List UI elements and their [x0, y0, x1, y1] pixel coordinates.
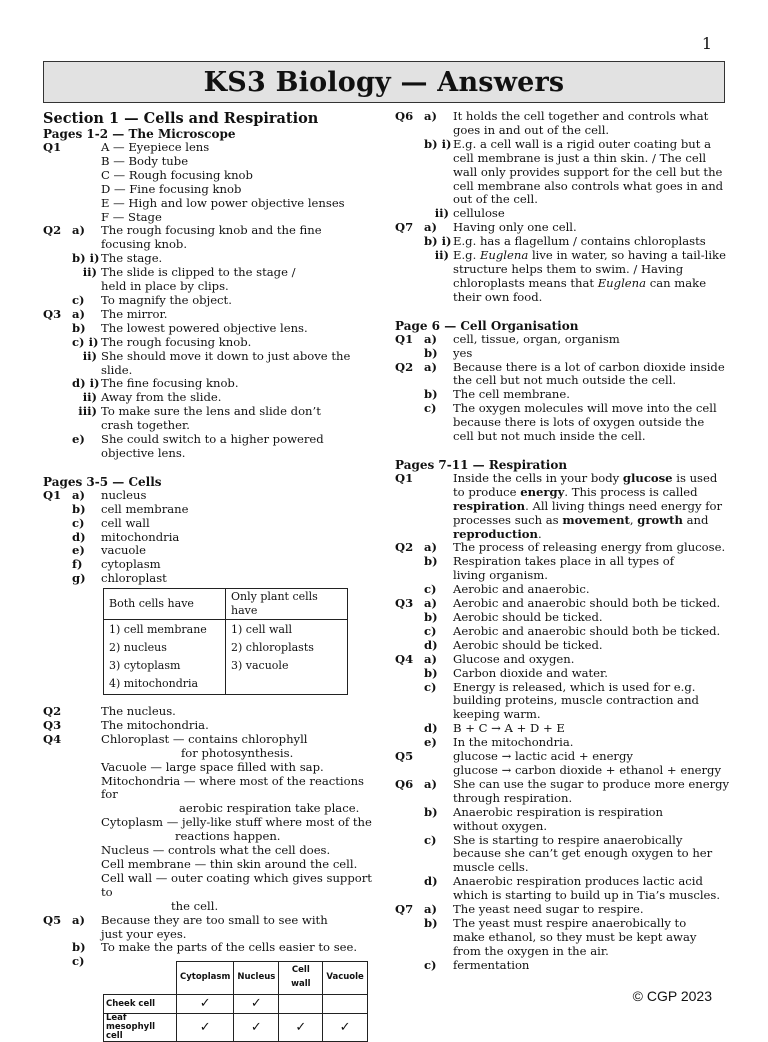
part-label: b) i): [424, 136, 452, 151]
tick-cell: ✓: [177, 1014, 234, 1042]
q-number: Q6: [395, 109, 414, 123]
answer-text: The slide is clipped to the stage / held in place by clips.: [101, 265, 296, 294]
answer-text: mitochondria: [101, 529, 180, 544]
microscope-heading: Pages 1-2 — The Microscope: [43, 127, 236, 141]
answer-text: Aerobic and anaerobic should both be ticked.: [453, 623, 721, 638]
table-header: Nucleus: [234, 962, 279, 995]
list-item: 2) nucleus: [109, 641, 167, 654]
answer-text: To magnify the object.: [101, 292, 232, 307]
answer-text: The fine focusing knob.: [101, 376, 239, 391]
answer-text: [453, 249, 730, 305]
q-number: Q4: [395, 651, 414, 666]
answer-text: and: [682, 512, 709, 527]
row-label: Leaf mesophyll cell: [104, 1014, 177, 1042]
table-cell: [226, 620, 348, 695]
answer-q3c: [395, 625, 730, 639]
keyword: growth: [637, 512, 683, 527]
part-label: c): [72, 515, 85, 530]
answer-text: Inside the cells in your body: [453, 470, 623, 485]
part-label: a): [424, 540, 437, 555]
answer-text: The nucleus.: [101, 704, 176, 718]
answer-text: E.g.: [453, 248, 480, 263]
answer-text: [453, 472, 730, 542]
table-header: Both cells have: [104, 589, 226, 620]
answer-text: The cell membrane.: [453, 387, 570, 402]
part-label: b) i): [424, 234, 452, 249]
answer-text: The rough focusing knob and the fine focusing knob.: [101, 223, 322, 252]
part-label: a): [72, 912, 85, 927]
answer-q1: [395, 472, 730, 542]
part-label: ii): [82, 390, 97, 405]
answer-text: cellulose: [453, 206, 505, 221]
part-label: c): [424, 832, 437, 847]
title-banner: [43, 61, 725, 103]
q-number: Q5: [43, 912, 62, 927]
answer-q3b: [43, 322, 373, 336]
answer-line: the cell.: [171, 898, 219, 913]
answer-q6d: [395, 875, 730, 903]
part-label: a): [424, 651, 437, 666]
answer-q2c: [395, 402, 730, 444]
part-label: ii): [434, 248, 449, 263]
answer-text: The rough focusing knob.: [101, 334, 252, 349]
keyword: respiration: [453, 498, 526, 513]
answer-text: The lowest powered objective lens.: [101, 320, 308, 335]
answer-q2a: [395, 361, 730, 389]
answer-q3b: [395, 611, 730, 625]
answer-line: D — Fine focusing knob: [101, 181, 242, 196]
part-label: b): [424, 804, 438, 819]
answer-text: yes: [453, 345, 473, 360]
answer-text: Energy is released, which is used for e.g. building proteins, muscle contraction and keeping warm.: [453, 679, 699, 722]
answer-line: F — Stage: [101, 209, 162, 224]
q-number: Q1: [395, 331, 414, 346]
q-number: Q3: [43, 306, 62, 321]
answer-q1c: [43, 517, 373, 531]
answer-text: Aerobic and anaerobic.: [453, 582, 590, 597]
answer-text: Anaerobic respiration is respiration without oxygen.: [453, 804, 663, 833]
tick-cell: ✓: [177, 995, 234, 1014]
answer-line: B — Body tube: [101, 153, 189, 168]
answer-q6a: [395, 778, 730, 806]
answer-q6bii: [395, 207, 730, 221]
answer-q2a: [395, 541, 730, 555]
answer-q2: [43, 705, 373, 719]
answer-text: cell wall: [101, 515, 150, 530]
answer-q2b: [395, 555, 730, 583]
q-number: Q5: [395, 749, 414, 764]
answer-q6c: [395, 834, 730, 876]
answer-q4d: [395, 722, 730, 736]
answer-text: fermentation: [453, 957, 530, 972]
answer-text: She could switch to a higher powered objective lens.: [101, 432, 324, 460]
list-item: 2) chloroplasts: [231, 641, 314, 654]
answer-q7bi: [395, 235, 730, 249]
part-label: e): [72, 543, 85, 558]
cells-heading: Pages 3-5 — Cells: [43, 474, 162, 489]
part-label: b): [72, 940, 86, 955]
q-number: Q2: [395, 540, 414, 555]
answer-q3cii: [43, 350, 373, 378]
part-label: d): [424, 721, 438, 736]
part-label: c): [72, 954, 85, 969]
answer-text: To make sure the lens and slide don’t crash together.: [101, 404, 321, 433]
q-number: Q1: [43, 487, 62, 502]
answer-text: In the mitochondria.: [453, 735, 574, 750]
answer-text: cytoplasm: [101, 557, 161, 572]
answer-line: aerobic respiration take place.: [179, 801, 360, 816]
part-label: d): [424, 637, 438, 652]
answer-q7a: [395, 221, 730, 235]
answer-line: Mitochondria — where most of the reactions for: [101, 773, 364, 802]
answer-q1a: [395, 333, 730, 347]
keyword: glucose: [622, 470, 673, 485]
answer-q2b: [395, 388, 730, 402]
part-label: ii): [82, 348, 97, 363]
answer-line: E — High and low power objective lenses: [101, 195, 345, 210]
part-label: c): [424, 957, 437, 972]
answer-text: ,: [629, 512, 638, 527]
answer-q2a: [43, 224, 373, 252]
answer-q3d: [395, 639, 730, 653]
part-label: d): [72, 529, 86, 544]
left-column: [43, 110, 373, 1042]
answer-text: Carbon dioxide and water.: [453, 665, 608, 680]
answer-q1f: [43, 558, 373, 572]
answer-q3: [43, 719, 373, 733]
answer-text: Aerobic should be ticked.: [453, 610, 603, 624]
cell-features-tick-table: [103, 961, 368, 1042]
answer-q3a: [43, 308, 373, 322]
answer-q6b: [395, 806, 730, 834]
answer-line: Cell wall — outer coating which gives support to: [101, 870, 372, 899]
table-cell: [104, 620, 226, 695]
answer-line: A — Eyepiece lens: [101, 140, 210, 154]
answer-q1g: [43, 572, 373, 586]
q4-answers: [101, 733, 373, 914]
answer-q6bi: [395, 138, 730, 208]
table-header: Cytoplasm: [177, 962, 234, 995]
list-item: 1) cell wall: [231, 623, 292, 636]
answer-q5c: [43, 955, 373, 969]
answer-line: for photosynthesis.: [181, 745, 294, 760]
answer-q1b: [395, 347, 730, 361]
q-number: Q7: [395, 902, 414, 917]
keyword: movement: [562, 512, 630, 527]
answer-q3di: [43, 377, 373, 391]
answer-q4: [43, 733, 373, 914]
part-label: b): [72, 320, 86, 335]
answer-text: The mirror.: [101, 306, 168, 321]
answer-text: B + C → A + D + E: [453, 721, 565, 736]
part-label: iii): [78, 404, 97, 419]
answer-q2bii: [43, 266, 373, 294]
answer-q4a: [395, 653, 730, 667]
answer-text: Respiration takes place in all types of living organism.: [453, 554, 675, 583]
word-equation: glucose → carbon dioxide + ethanol + energy: [453, 762, 722, 777]
answer-text: She should move it down to just above the slide.: [101, 348, 351, 377]
answer-q3diii: [43, 405, 373, 433]
answer-q7b: [395, 917, 730, 959]
list-item: 3) cytoplasm: [109, 659, 181, 672]
answer-text: She can use the sugar to produce more energy through respiration.: [453, 776, 730, 805]
section-heading: Section 1 — Cells and Respiration: [43, 110, 319, 127]
part-label: b): [424, 554, 438, 569]
answer-q1a: [43, 489, 373, 503]
q-number: Q3: [43, 717, 62, 732]
part-label: c): [424, 679, 437, 694]
part-label: c): [424, 582, 437, 597]
q1-answers: [101, 141, 373, 224]
answer-q7c: [395, 959, 730, 973]
part-label: b): [424, 610, 438, 624]
answer-q7a: [395, 903, 730, 917]
tick-cell: ✓: [234, 995, 279, 1014]
answer-text: Because they are too small to see with just your eyes.: [101, 912, 328, 941]
part-label: ii): [82, 265, 97, 280]
answer-line: Cell membrane — thin skin around the cell.: [101, 856, 358, 871]
part-label: b): [424, 387, 438, 402]
answer-line: Cytoplasm — jelly-like stuff where most of the: [101, 815, 372, 830]
q-number: Q2: [395, 359, 414, 374]
part-label: e): [72, 432, 85, 447]
answer-q1b: [43, 503, 373, 517]
part-label: g): [72, 571, 86, 586]
answer-q5b: [43, 941, 373, 955]
answer-text: . All living things need energy for processes such as: [453, 498, 723, 527]
answer-text: E.g. a cell wall is a rigid outer coating but a cell membrane is just a thin skin. / The cell wall only provides support for the cell but the cell membrane also controls what goes in and out of the cell.: [453, 136, 724, 207]
answer-q7bii: [395, 249, 730, 305]
answer-q2c: [43, 294, 373, 308]
answer-text: is used to produce: [453, 470, 718, 499]
tick-cell: ✓: [323, 1014, 367, 1042]
part-label: ii): [434, 206, 449, 221]
part-label: a): [424, 331, 437, 346]
answer-q3a: [395, 597, 730, 611]
q-number: Q2: [43, 223, 62, 238]
answer-text: She is starting to respire anaerobically because she can’t get enough oxygen to her muscle cells.: [453, 832, 713, 875]
table-header: Only plant cells have: [226, 589, 348, 620]
part-label: c): [424, 623, 437, 638]
list-item: 4) mitochondria: [109, 677, 199, 690]
part-label: b): [424, 345, 438, 360]
part-label: c) i): [72, 334, 99, 349]
tick-cell: [323, 995, 367, 1014]
answer-text: The mitochondria.: [101, 717, 209, 732]
word-equation: glucose → lactic acid + energy: [453, 749, 633, 764]
q-number: Q6: [395, 776, 414, 791]
part-label: d): [424, 874, 438, 889]
copyright-footer: © CGP 2023: [632, 988, 712, 1004]
list-item: 1) cell membrane: [109, 623, 207, 636]
answer-text: Having only one cell.: [453, 220, 577, 235]
answer-line: C — Rough focusing knob: [101, 167, 253, 182]
part-label: a): [424, 776, 437, 791]
q5-answers: [453, 750, 730, 778]
answer-text: nucleus: [101, 487, 147, 502]
answer-q5a: [43, 914, 373, 942]
answer-q3e: [43, 433, 373, 461]
answer-q5: [395, 750, 730, 778]
answer-text: Because there is a lot of carbon dioxide inside the cell but not much outside the cell.: [453, 359, 725, 388]
answer-q6a: [395, 110, 730, 138]
answer-text: cell membrane: [101, 501, 189, 516]
part-label: b): [72, 501, 86, 516]
answer-q4c: [395, 681, 730, 723]
answer-text: The oxygen molecules will move into the cell because there is lots of oxygen outside the cell but not much inside the cell.: [453, 401, 717, 444]
page-number: 1: [701, 34, 712, 53]
species-name: Euglena: [479, 248, 529, 263]
table-header: Vacuole: [323, 962, 367, 995]
answer-line: Nucleus — controls what the cell does.: [101, 843, 331, 858]
part-label: a): [424, 902, 437, 917]
tick-cell: ✓: [279, 1014, 323, 1042]
answer-q4e: [395, 736, 730, 750]
q-number: Q3: [395, 596, 414, 611]
answer-text: It holds the cell together and controls what goes in and out of the cell.: [453, 109, 709, 137]
answer-text: Aerobic and anaerobic should both be ticked.: [453, 596, 721, 611]
answer-text: The yeast must respire anaerobically to make ethanol, so they must be kept away from the oxygen in the air.: [453, 915, 697, 958]
q-number: Q1: [43, 140, 62, 154]
part-label: a): [424, 596, 437, 611]
answer-text: Away from the slide.: [101, 390, 222, 405]
answer-q2c: [395, 583, 730, 597]
cell-parts-table: [103, 588, 348, 695]
answer-q1: [43, 141, 373, 224]
answer-text: vacuole: [101, 543, 146, 558]
q-number: Q2: [43, 704, 62, 718]
answer-text: To make the parts of the cells easier to see.: [101, 940, 358, 955]
part-label: a): [424, 109, 437, 123]
part-label: a): [72, 223, 85, 238]
answer-text: live in water, so having a tail-like structure helps them to swim. / Having chloroplasts means that: [453, 248, 726, 290]
organisation-heading: Page 6 — Cell Organisation: [395, 318, 579, 333]
part-label: f): [72, 557, 83, 572]
right-column: [395, 110, 730, 973]
part-label: d) i): [72, 376, 100, 391]
answer-line: reactions happen.: [175, 829, 281, 844]
part-label: a): [72, 487, 85, 502]
part-label: b) i): [72, 251, 100, 266]
table-header: Cell wall: [279, 962, 323, 995]
part-label: c): [424, 401, 437, 416]
part-label: a): [424, 359, 437, 374]
q-number: Q4: [43, 731, 62, 746]
answer-q3dii: [43, 391, 373, 405]
species-name: Euglena: [597, 275, 647, 290]
list-item: 3) vacuole: [231, 659, 289, 672]
part-label: b): [424, 915, 438, 930]
answer-q1d: [43, 531, 373, 545]
respiration-heading: Pages 7-11 — Respiration: [395, 457, 568, 472]
answer-text: The yeast need sugar to respire.: [453, 902, 644, 917]
page-title: KS3 Biology — Answers: [203, 66, 565, 98]
keyword: reproduction: [453, 526, 538, 541]
answer-text: cell, tissue, organ, organism: [453, 331, 620, 346]
tick-cell: [279, 995, 323, 1014]
answer-q3ci: [43, 336, 373, 350]
answer-text: E.g. has a flagellum / contains chloroplasts: [453, 234, 706, 249]
table-row: [104, 1014, 368, 1042]
part-label: a): [72, 306, 85, 321]
answer-text: .: [537, 526, 542, 541]
answer-q1e: [43, 544, 373, 558]
table-row: [104, 995, 368, 1014]
q-number: Q1: [395, 470, 414, 485]
answer-text: The stage.: [101, 251, 163, 266]
row-label: Cheek cell: [104, 995, 177, 1014]
q-number: Q7: [395, 220, 414, 235]
answer-line: Chloroplast — contains chlorophyll: [101, 731, 308, 746]
part-label: b): [424, 665, 438, 680]
answer-text: Aerobic should be ticked.: [453, 637, 603, 652]
answer-q4b: [395, 667, 730, 681]
answer-text: . This process is called: [564, 484, 698, 499]
answer-q2bi: [43, 252, 373, 266]
answer-text: can make their own food.: [453, 275, 707, 304]
tick-cell: ✓: [234, 1014, 279, 1042]
part-label: a): [424, 220, 437, 235]
answer-text: The process of releasing energy from glucose.: [453, 540, 726, 555]
answer-text: Glucose and oxygen.: [453, 651, 575, 666]
answer-text: chloroplast: [101, 571, 167, 586]
part-label: c): [72, 292, 85, 307]
keyword: energy: [520, 484, 565, 499]
part-label: e): [424, 735, 437, 750]
answer-line: Vacuole — large space filled with sap.: [101, 759, 324, 774]
answer-text: Anaerobic respiration produces lactic acid which is starting to build up in Tia’s muscles.: [453, 874, 721, 903]
